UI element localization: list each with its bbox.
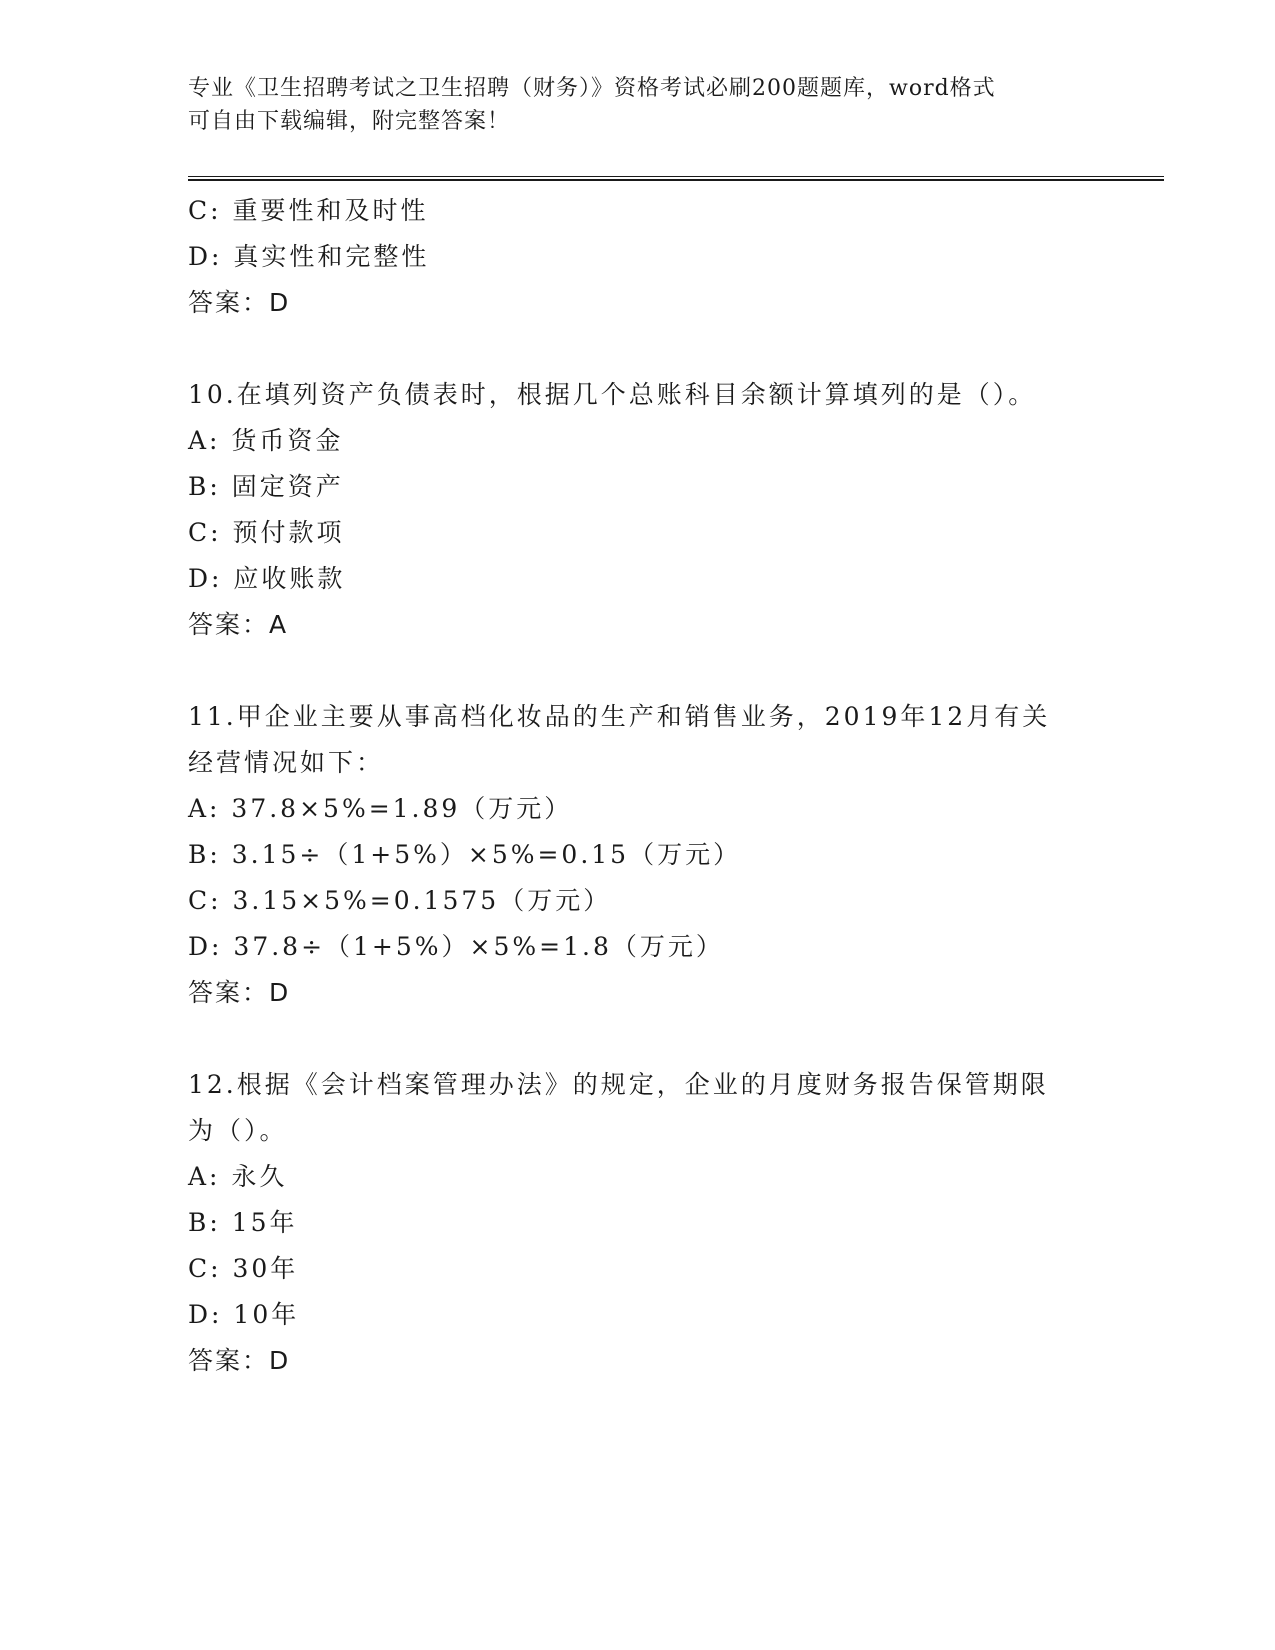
- option-b: B: 15年: [188, 1208, 298, 1237]
- header-divider: [188, 176, 1164, 181]
- answer-line: 答案：A: [188, 610, 289, 639]
- option-d: D: 10年: [188, 1300, 300, 1329]
- question-stem: 10.在填列资产负债表时，根据几个总账科目余额计算填列的是（）。: [188, 380, 1037, 409]
- question-stem-line-1: 11.甲企业主要从事高档化妆品的生产和销售业务，2019年12月有关: [188, 702, 1051, 731]
- question-10: [188, 372, 1088, 648]
- option-d: D: 应收账款: [188, 564, 346, 593]
- option-a: A: 37.8×5%=1.89（万元）: [188, 794, 573, 823]
- spacer: [188, 326, 1088, 372]
- header-title-line-1: 专业《卫生招聘考试之卫生招聘（财务）》资格考试必刷200题题库，word格式: [188, 76, 996, 101]
- option-c: C: 预付款项: [188, 518, 345, 547]
- option-a: A: 货币资金: [188, 426, 344, 455]
- question-11: [188, 694, 1088, 1016]
- answer-line: 答案：D: [188, 978, 291, 1007]
- option-b: B: 3.15÷（1+5%）×5%=0.15（万元）: [188, 840, 742, 869]
- option-a: A: 永久: [188, 1162, 288, 1191]
- spacer: [188, 1016, 1088, 1062]
- option-c: C: 重要性和及时性: [188, 196, 429, 225]
- answer-line: 答案：D: [188, 288, 291, 317]
- spacer: [188, 648, 1088, 694]
- question-stem-line-2: 经营情况如下：: [188, 748, 385, 777]
- option-d: D: 37.8÷（1+5%）×5%=1.8（万元）: [188, 932, 724, 961]
- document-body: [188, 188, 1088, 1384]
- option-d: D: 真实性和完整性: [188, 242, 430, 271]
- question-stem-line-1: 12.根据《会计档案管理办法》的规定，企业的月度财务报告保管期限: [188, 1070, 1049, 1099]
- question-9: [188, 188, 1088, 326]
- option-c: C: 3.15×5%=0.1575（万元）: [188, 886, 612, 915]
- option-b: B: 固定资产: [188, 472, 344, 501]
- question-stem-line-2: 为（）。: [188, 1116, 288, 1145]
- option-c: C: 30年: [188, 1254, 299, 1283]
- document-header: [188, 72, 1088, 138]
- header-title-line-2: 可自由下载编辑，附完整答案！: [188, 109, 511, 134]
- question-12: [188, 1062, 1088, 1384]
- answer-line: 答案：D: [188, 1346, 291, 1375]
